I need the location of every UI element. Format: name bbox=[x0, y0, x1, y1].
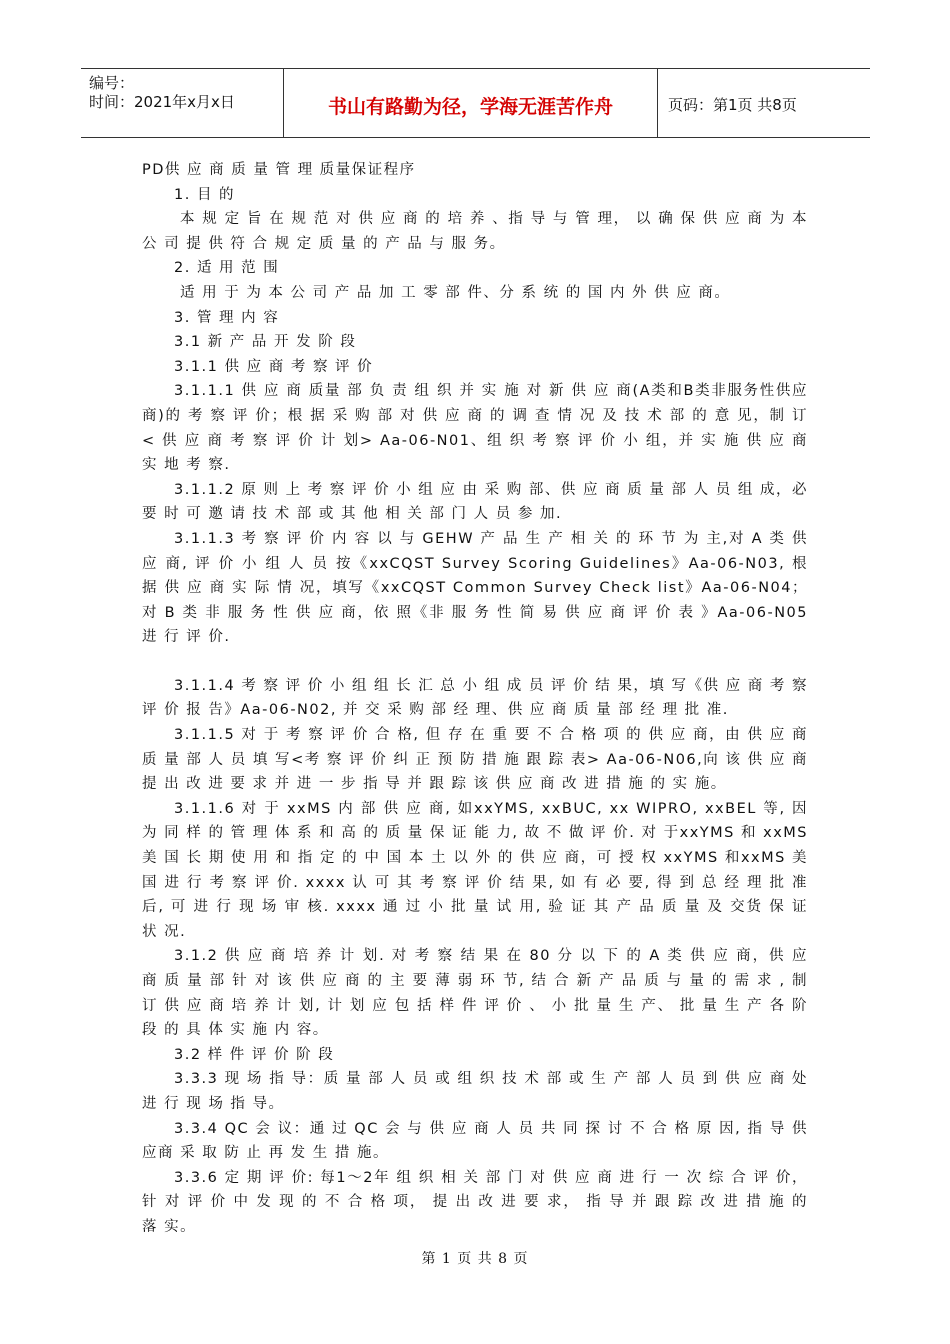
header-motto-cell bbox=[284, 69, 658, 137]
paragraph: 本 规 定 旨 在 规 范 对 供 应 商 的 培 养 、指 导 与 管 理， 以 确 保 供 应 商 为 本 公 司 提 供 符 合 规 定 质 量 的 产 品 与 服 务。 bbox=[142, 211, 808, 252]
paragraph: 3.1.1.4 考 察 评 价 小 组 组 长 汇 总 小 组 成 员 评 价 结 果，填 写《供 应 商 考 察 评 价 报 告》Aa-06-N02, 并 交 采 购 部 经 理、供 应 商 质 量 部 经 理 批 准. bbox=[142, 677, 808, 719]
page-header bbox=[81, 68, 870, 138]
paragraph: 3.1.1.5 对 于 考 察 评 价 合 格, 但 存 在 重 要 不 合 格 项 的 供 应 商，由 供 应 商 质 量 部 人 员 填 写<考 察 评 价 纠 正 预 防 措 施 跟 踪 表> Aa-06-N06,向 该 供 应 商 提 出 改 进 要 求 并 进 一 步 指 导 并 跟 踪 该 供 应 商 改 进 措 施 的 实 施。 bbox=[142, 727, 808, 793]
subsection-heading: 3.2 样 件 评 价 阶 段 bbox=[174, 1046, 335, 1063]
section-heading: 3. 管 理 内 容 bbox=[174, 309, 280, 326]
paragraph: 3.3.4 QC 会 议：通 过 QC 会 与 供 应 商 人 员 共 同 探 讨 不 合 格 原 因, 指 导 供 应商 采 取 防 止 再 发 生 措 施。 bbox=[142, 1120, 808, 1162]
paragraph: 3.3.6 定 期 评 价: 每1～2年 组 织 相 关 部 门 对 供 应 商 进 行 一 次 综 合 评 价，针 对 评 价 中 发 现 的 不 合 格 项， 提 出 改 进 要 求， 指 导 并 跟 踪 改 进 措 施 的 落 实。 bbox=[142, 1169, 808, 1235]
blank-line bbox=[142, 650, 808, 674]
document-body bbox=[142, 158, 808, 1240]
paragraph: 3.1.1.3 考 察 评 价 内 容 以 与 GEHW 产 品 生 产 相 关 的 环 节 为 主,对 A 类 供 应 商, 评 价 小 组 人 员 按《xxCQST Survey Scoring Guidelines》Aa-06-N03, 根 据 供 应 商 实 际 情 况，填写《xxCQST Common Survey Check list》Aa-06-N04； 对 B 类 非 服 务 性 供 应 商，依 照《非 服 务 性 简 易 供 应 商 评 价 表 》Aa-06-N05 进 行 评 价. bbox=[142, 530, 808, 646]
header-meta-cell bbox=[81, 69, 284, 137]
paragraph: 3.1.1.6 对 于 xxMS 内 部 供 应 商, 如xxYMS, xxBUC, xx WIPRO, xxBEL 等, 因 为 同 样 的 管 理 体 系 和 高 的 质 量 保 证 能 力, 故 不 做 评 价. 对 于xxYMS 和 xxMS 美 国 长 期 使 用 和 指 定 的 中 国 本 土 以 外 的 供 应 商，可 授 权 xxYMS 和xxMS 美 国 进 行 考 察 评 价. xxxx 认 可 其 考 察 评 价 结 果, 如 有 必 要, 得 到 总 经 理 批 准 后, 可 进 行 现 场 审 核. xxxx 通 过 小 批 量 试 用, 验 证 其 产 品 质 量 及 交货 保 证 状 况. bbox=[142, 800, 808, 940]
subsection-heading: 3.1.1 供 应 商 考 察 评 价 bbox=[174, 358, 374, 375]
header-motto: 书山有路勤为径，学海无涯苦作舟 bbox=[327, 96, 613, 118]
section-heading: 1. 目 的 bbox=[174, 186, 236, 203]
subsection-heading: 3.1 新 产 品 开 发 阶 段 bbox=[174, 334, 357, 351]
document-number-label: 编号： bbox=[89, 74, 135, 92]
paragraph: 3.1.2 供 应 商 培 养 计 划. 对 考 察 结 果 在 80 分 以 下 的 A 类 供 应 商，供 应 商 质 量 部 针 对 该 供 应 商 的 主 要 薄 弱 环 节, 结 合 新 产 品 质 与 量 的 需 求 , 制 订 供 应 商 培 养 计 划, 计 划 应 包 括 样 件 评 价 、 小 批 量 生 产、 批 量 生 产 各 阶 段 的 具 体 实 施 内 容。 bbox=[142, 948, 808, 1039]
document-time-label: 时间：2021年x月x日 bbox=[89, 93, 235, 111]
paragraph: 3.1.1.2 原 则 上 考 察 评 价 小 组 应 由 采 购 部、供 应 商 质 量 部 人 员 组 成，必 要 时 可 邀 请 技 术 部 或 其 他 相 关 部 门 人 员 参 加. bbox=[142, 481, 808, 523]
document-title: PD供 应 商 质 量 管 理 质量保证程序 bbox=[142, 162, 416, 178]
header-page-cell bbox=[658, 69, 870, 137]
section-heading: 2. 适 用 范 围 bbox=[174, 260, 280, 277]
paragraph: 3.1.1.1 供 应 商 质量 部 负 责 组 织 并 实 施 对 新 供 应 商(A类和B类非服务性供应商)的 考 察 评 价；根 据 采 购 部 对 供 应 商 的 调 查 情 况 及 技 术 部 的 意 见，制 订< 供 应 商 考 察 评 价 计 划> Aa-06-N01、组 织 考 察 评 价 小 组，并 实 施 供 应 商 实 地 考 察. bbox=[142, 383, 808, 474]
page-footer: 第 1 页 共 8 页 bbox=[421, 1251, 529, 1267]
paragraph: 3.3.3 现 场 指 导：质 量 部 人 员 或 组 织 技 术 部 或 生 产 部 人 员 到 供 应 商 处 进 行 现 场 指 导。 bbox=[142, 1071, 808, 1112]
header-page-info: 页码：第1页 共8页 bbox=[668, 96, 797, 114]
paragraph: 适 用 于 为 本 公 司 产 品 加 工 零 部 件、分 系 统 的 国 内 外 供 应 商。 bbox=[180, 284, 731, 301]
